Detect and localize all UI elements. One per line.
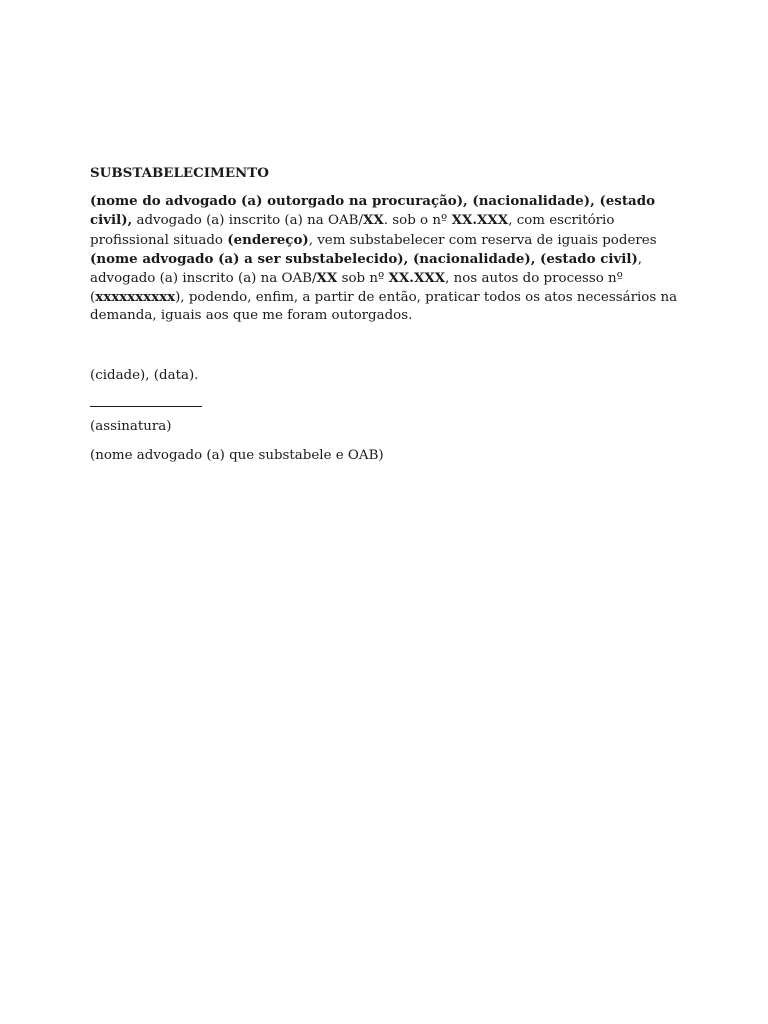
substitute-placeholder: (nome advogado (a) a ser substabelecido), (nacionalidade), (estado civil) <box>90 250 638 267</box>
body-text: ), podendo, enfim, a partir de então, praticar todos os atos necessários na demanda, iguais aos que me foram outorgados. <box>90 290 678 324</box>
signature-label: (assinatura) <box>90 418 172 434</box>
document-body-paragraph <box>90 192 680 325</box>
signer-name-label: (nome advogado (a) que substabele e OAB) <box>90 448 384 464</box>
oab-state-placeholder: XX <box>316 270 338 287</box>
body-text: , advogado (a) inscrito (a) na OAB/ <box>90 251 643 287</box>
address-placeholder: (endereço) <box>227 231 309 248</box>
process-number-placeholder: xxxxxxxxxx <box>95 289 176 306</box>
body-text: sob nº <box>337 271 389 287</box>
body-text: , com escritório profissional situado <box>90 213 615 248</box>
body-text: , nos autos do processo nº ( <box>90 271 623 306</box>
spacer <box>90 326 680 367</box>
document-page <box>90 164 680 465</box>
grantor-placeholder: (nome do advogado (a) outorgado na procuração), (nacionalidade), (estado civil), <box>90 193 656 229</box>
oab-state-placeholder: XX <box>363 212 384 229</box>
signature-line <box>90 397 202 407</box>
body-text: . sob o nº <box>383 213 452 229</box>
document-title: SUBSTABELECIMENTO <box>90 165 269 181</box>
body-text: advogado (a) inscrito (a) na OAB/ <box>132 213 363 229</box>
oab-number-placeholder: XX.XXX <box>388 270 446 287</box>
oab-number-placeholder: XX.XXX <box>451 212 509 229</box>
body-text: , vem substabelecer com reserva de iguais poderes <box>308 232 657 248</box>
city-date: (cidade), (data). <box>90 367 199 383</box>
